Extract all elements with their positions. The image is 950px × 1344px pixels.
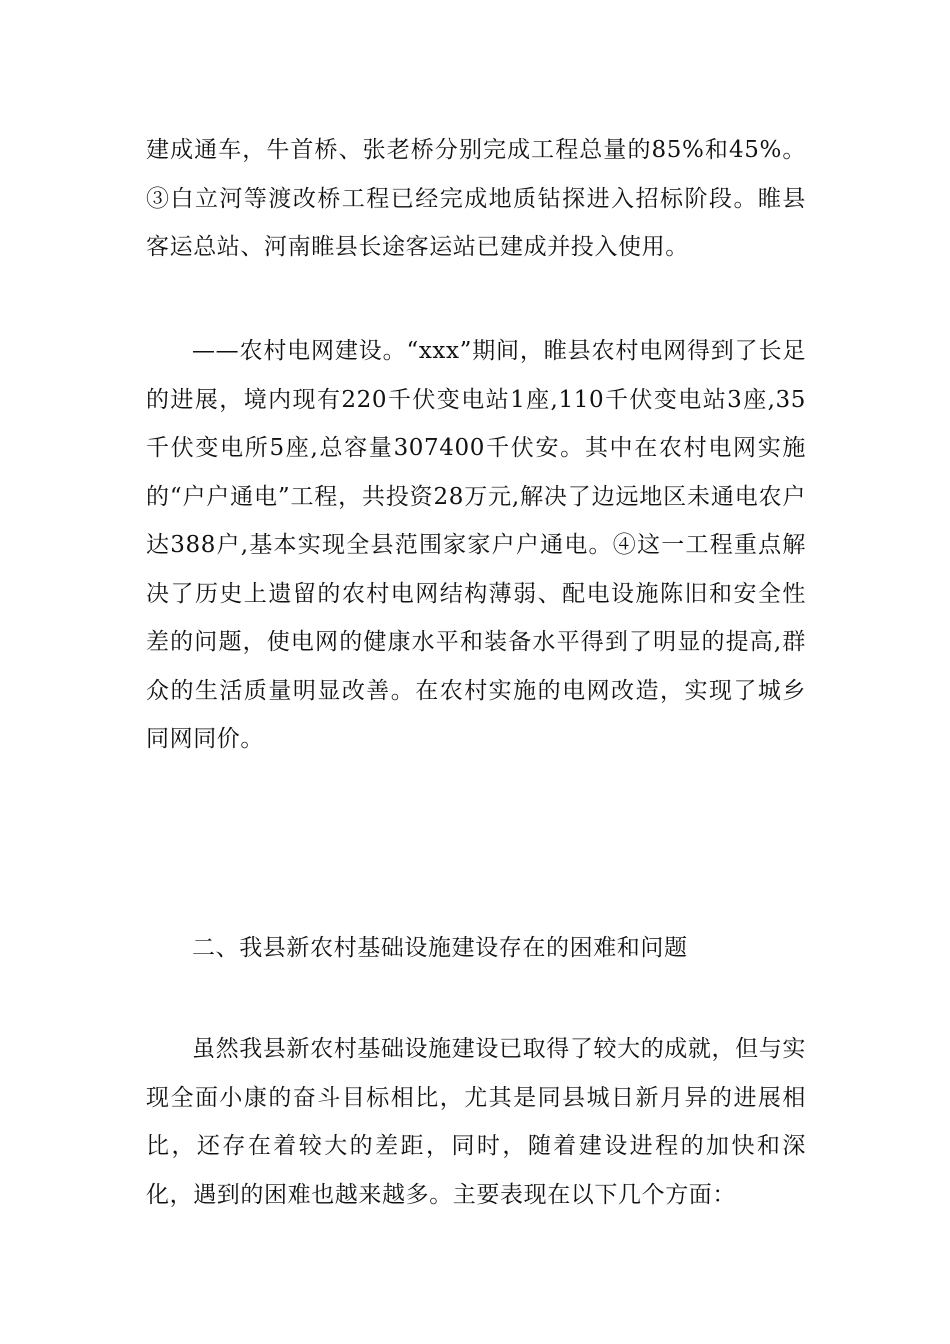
body-paragraph-problems-intro: 虽然我县新农村基础设施建设已取得了较大的成就，但与实现全面小康的奋斗目标相比，尤其是同县城日新月异的进展相比，还存在着较大的差距，同时，随着建设进程的加快和深化，遇到的困难也越来越多。主要表现在以下几个方面： [146, 1036, 806, 1208]
body-paragraph-transport: 建成通车，牛首桥、张老桥分别完成工程总量的85%和45%。③白立河等渡改桥工程已经完成地质钻探进入招标阶段。睢县客运总站、河南睢县长途客运站已建成并投入使用。 [146, 137, 806, 260]
section-heading: 二、我县新农村基础设施建设存在的困难和问题 [192, 935, 688, 961]
body-paragraph-power-grid: ——农村电网建设。“xxx”期间，睢县农村电网得到了长足的进展，境内现有220千伏变电站1座,110千伏变电站3座,35千伏变电所5座,总容量307400千伏安。其中在农村电网实施的“户户通电”工程，共投资28万元,解决了边远地区未通电农户达388户,基本实现全县范围家家户户通电。④这一工程重点解决了历史上遗留的农村电网结构薄弱、配电设施陈旧和安全性差的问题，使电网的健康水平和装备水平得到了明显的提高,群众的生活质量明显改善。在农村实施的电网改造，实现了城乡同网同价。 [146, 338, 806, 752]
